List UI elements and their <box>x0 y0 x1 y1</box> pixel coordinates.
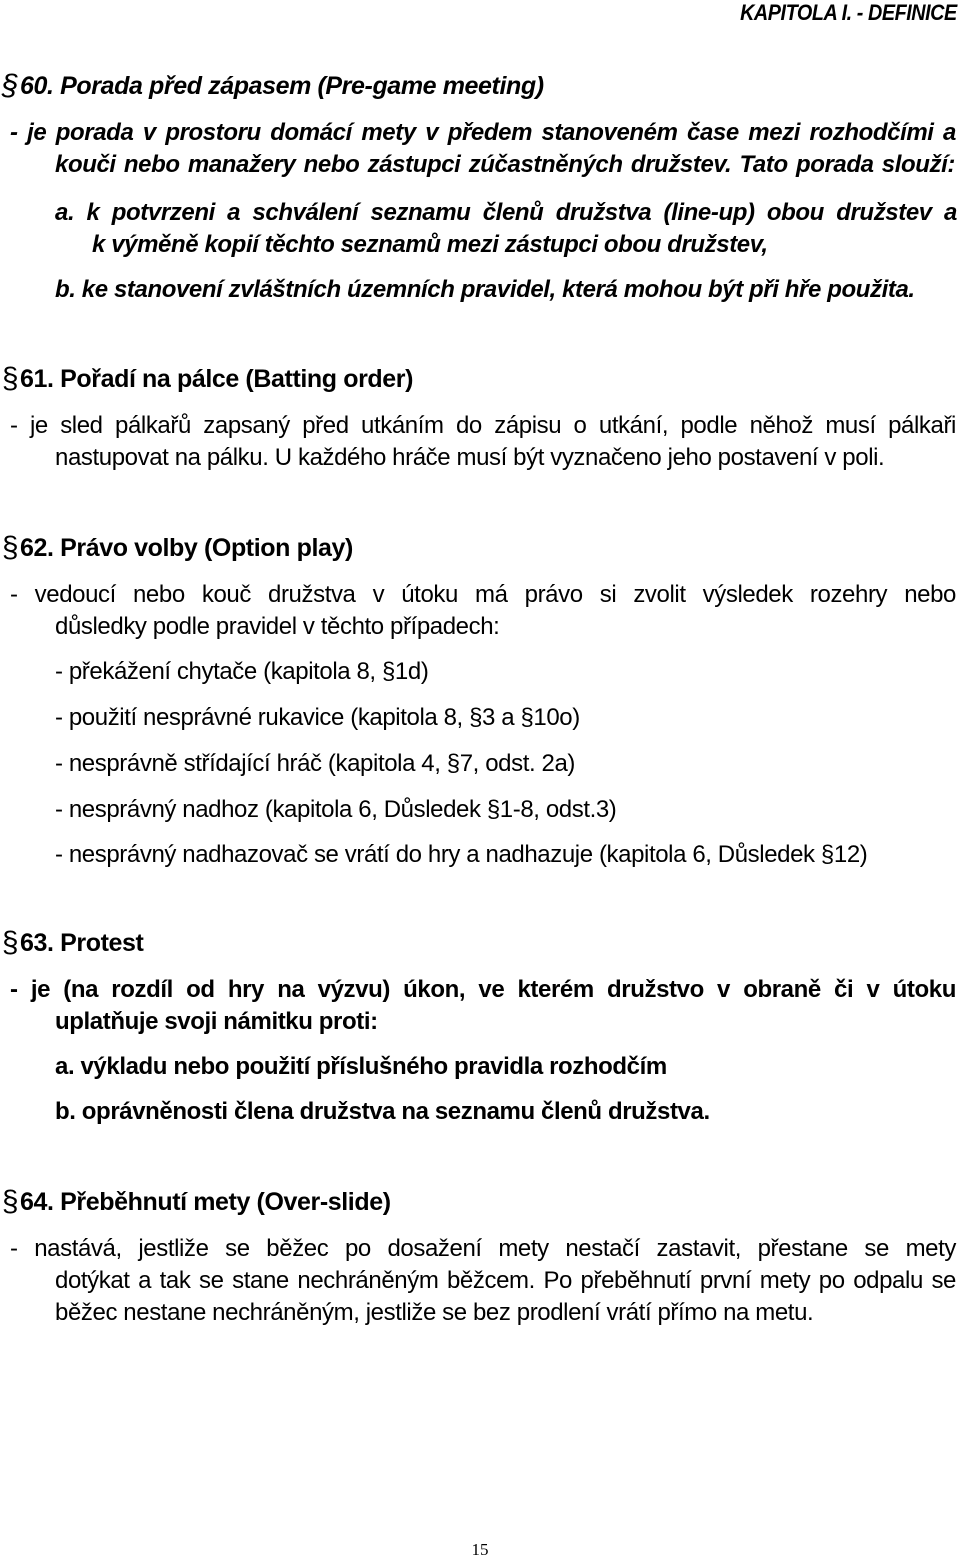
section-62-list-item: - překážení chytače (kapitola 8, §1d) <box>55 658 429 685</box>
section-60-item-a-line-1: a. k potvrzeni a schválení seznamu členů družstva (line-up) obou družstev a <box>55 199 957 226</box>
section-60-item-b: b. ke stanovení zvláštních územních pravidel, která mohou být při hře použita. <box>55 276 915 303</box>
section-61-line-1: - je sled pálkařů zapsaný před utkáním do zápisu o utkání, podle něhož musí pálkaři <box>10 412 956 439</box>
section-60-title <box>0 71 544 101</box>
section-63-title <box>0 928 143 958</box>
section-60-item-a-line-2: k výměně kopií těchto seznamů mezi zástupci obou družstev, <box>92 231 768 258</box>
section-62-line-1: - vedoucí nebo kouč družstva v útoku má právo si zvolit výsledek rozehry nebo <box>10 581 956 608</box>
section-61-title <box>0 364 413 394</box>
section-63-title-text: 63. Protest <box>20 929 144 957</box>
section-symbol: § <box>1 362 19 395</box>
section-63-line-1: - je (na rozdíl od hry na výzvu) úkon, ve kterém družstvo v obraně či v útoku <box>10 976 956 1003</box>
section-60-line-1: - je porada v prostoru domácí mety v předem stanoveném čase mezi rozhodčími a <box>10 119 956 146</box>
section-62-list-item: - nesprávný nadhoz (kapitola 6, Důsledek §1-8, odst.3) <box>55 796 617 823</box>
section-61-title-text: 61. Pořadí na pálce (Batting order) <box>20 365 414 393</box>
section-symbol: § <box>1 531 19 564</box>
section-62-title-text: 62. Právo volby (Option play) <box>20 534 353 562</box>
page-number: 15 <box>471 1540 489 1559</box>
section-63-item-b: b. oprávněnosti člena družstva na seznamu členů družstva. <box>55 1098 710 1125</box>
section-symbol: § <box>1 1185 19 1218</box>
section-62-list-item: - použití nesprávné rukavice (kapitola 8, §3 a §10o) <box>55 704 580 731</box>
section-symbol: § <box>1 926 19 959</box>
section-64-title-text: 64. Přeběhnutí mety (Over-slide) <box>20 1188 391 1216</box>
section-symbol: § <box>1 69 19 102</box>
section-61-line-2: nastupovat na pálku. U každého hráče musí být vyznačeno jeho postavení v poli. <box>55 444 885 471</box>
section-62-list-item: - nesprávně střídající hráč (kapitola 4, §7, odst. 2a) <box>55 750 576 777</box>
section-60-line-2: kouči nebo manažery nebo zástupci zúčastněných družstev. Tato porada slouží: <box>55 151 955 178</box>
section-62-list-item: - nesprávný nadhazovač se vrátí do hry a nadhazuje (kapitola 6, Důsledek §12) <box>55 841 868 868</box>
section-60-title-text: 60. Porada před zápasem (Pre-game meeting) <box>20 72 544 100</box>
section-63-item-a: a. výkladu nebo použití příslušného pravidla rozhodčím <box>55 1053 667 1080</box>
section-64-line-1: - nastává, jestliže se běžec po dosažení mety nestačí zastavit, přestane se mety <box>10 1235 956 1262</box>
chapter-header: KAPITOLA I. - DEFINICE <box>740 0 957 25</box>
section-64-line-3: běžec nestane nechráněným, jestliže se bez prodlení vrátí přímo na metu. <box>55 1299 814 1326</box>
section-62-line-2: důsledky podle pravidel v těchto případech: <box>55 613 500 640</box>
section-62-title <box>0 533 353 563</box>
section-64-title <box>0 1187 391 1217</box>
section-63-line-2: uplatňuje svoji námitku proti: <box>55 1008 378 1035</box>
section-64-line-2: dotýkat a tak se stane nechráněným běžcem. Po přeběhnutí první mety po odpalu se <box>55 1267 956 1294</box>
